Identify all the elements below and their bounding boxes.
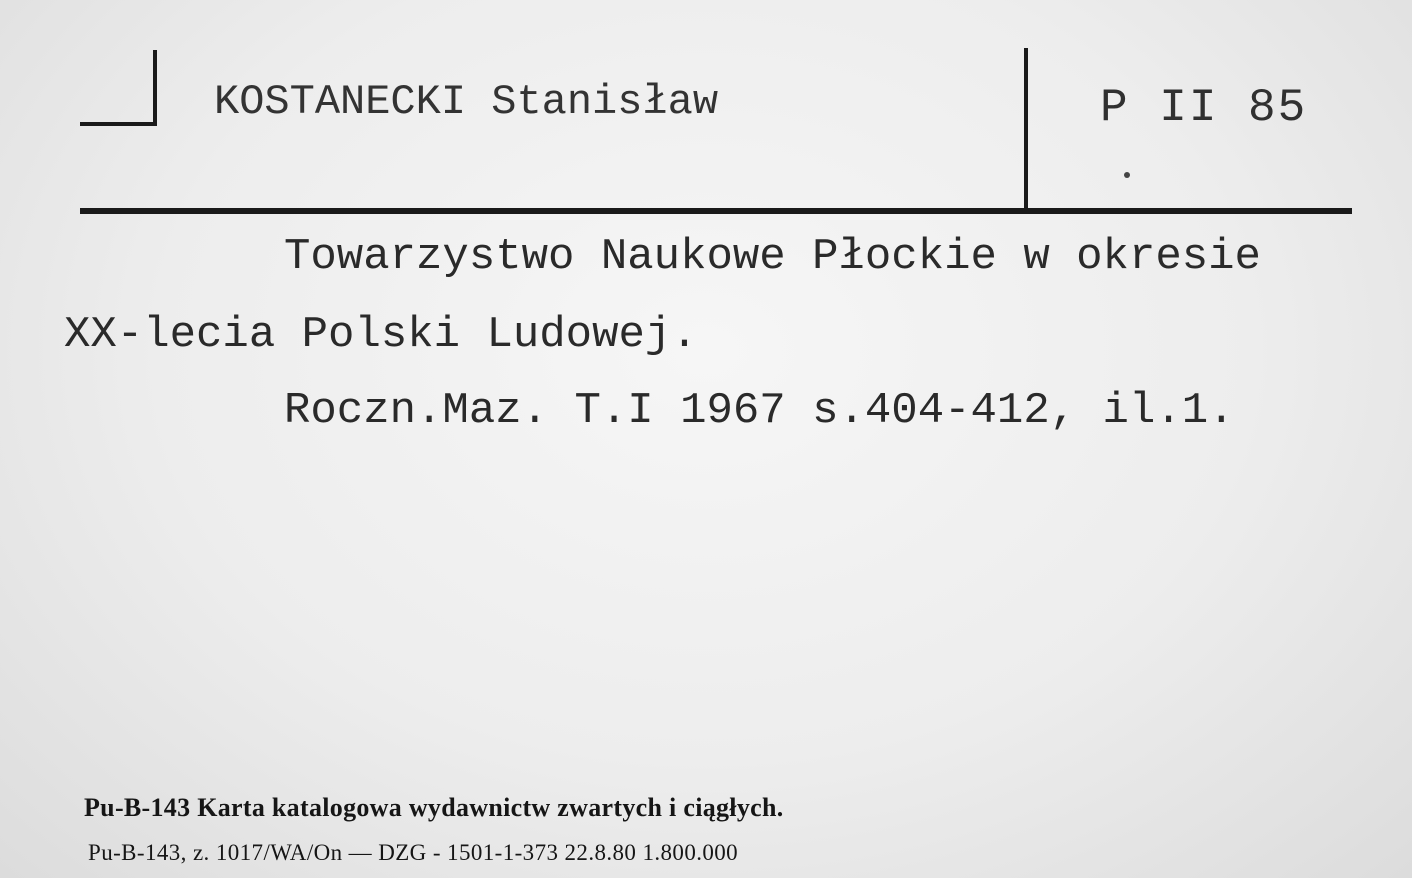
title-line-2: XX-lecia Polski Ludowej. <box>64 310 698 360</box>
heading-divider <box>1024 48 1028 211</box>
printer-line: Pu-B-143, z. 1017/WA/On — DZG - 1501-1-373 22.8.80 1.800.000 <box>88 840 739 865</box>
form-title: Pu-B-143 Karta katalogowa wydawnictw zwartych i ciągłych. <box>84 793 784 822</box>
corner-bracket-horizontal <box>80 122 157 126</box>
author-heading: KOSTANECKI Stanisław <box>214 78 719 126</box>
heading-rule <box>80 208 1352 214</box>
title-line-1: Towarzystwo Naukowe Płockie w okresie <box>284 232 1261 282</box>
shelfmark: P II 85 <box>1100 82 1308 134</box>
shelfmark-dot <box>1124 172 1130 178</box>
citation-line: Roczn.Maz. T.I 1967 s.404-412, il.1. <box>284 386 1235 436</box>
corner-bracket-vertical <box>153 50 157 126</box>
